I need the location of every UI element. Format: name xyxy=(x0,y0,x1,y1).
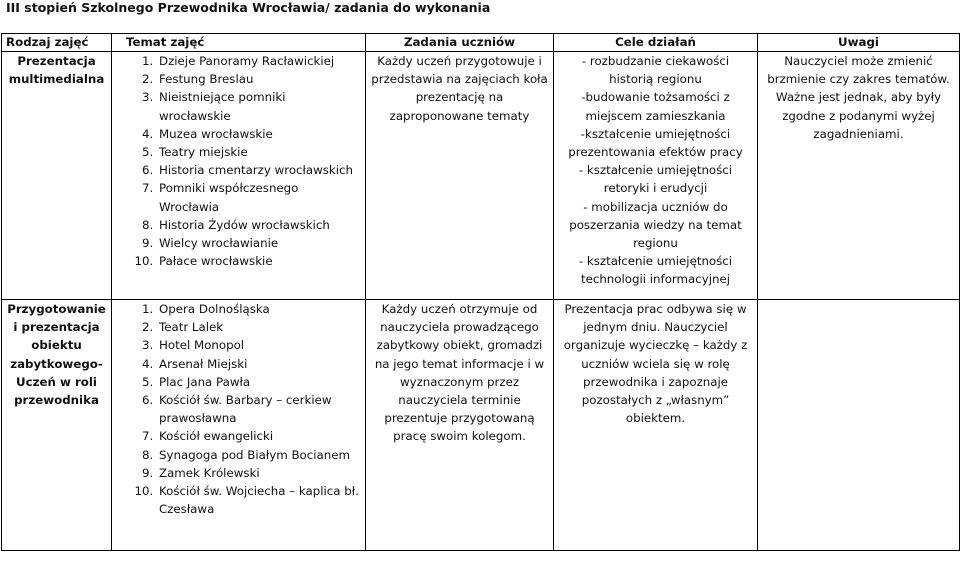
header-type: Rodzaj zajęć xyxy=(2,34,112,52)
topics-list xyxy=(117,300,360,518)
activities-table xyxy=(1,33,960,551)
tasks-text: Każdy uczeń przygotowuje i przedstawia na zajęciach koła prezentację na zaproponowane tematy xyxy=(371,54,548,123)
table-header-row xyxy=(2,34,960,52)
topic-item: 6. Kościół św. Barbary – cerkiew prawosławna xyxy=(157,391,360,427)
tasks-cell xyxy=(366,300,554,551)
goals-text: Prezentacja prac odbywa się w jednym dniu. Nauczyciel organizuje wycieczkę – każdy z uczniów wciela się w rolę przewodnika i zapoznaje pozostałych z „własnym” obiektem. xyxy=(563,302,748,426)
topic-item: 7. Pomniki współczesnego Wrocławia xyxy=(157,179,360,215)
activity-type-line: obiektu xyxy=(31,338,82,353)
activity-type-cell xyxy=(2,300,112,551)
header-notes: Uwagi xyxy=(758,34,960,52)
activity-type-line: Uczeń w roli xyxy=(16,374,97,389)
activity-type-line: Prezentacja xyxy=(17,54,96,68)
goal-item: - rozbudzanie ciekawości historią regionu xyxy=(581,54,730,87)
goal-item: -kształcenie umiejętności prezentowania efektów pracy xyxy=(568,126,743,160)
topic-item: 1. Opera Dolnośląska xyxy=(157,300,360,318)
activity-type-cell xyxy=(2,52,112,300)
topic-item: 8. Synagoga pod Białym Bocianem xyxy=(157,446,360,464)
notes-text: Nauczyciel może zmienić brzmienie czy zakres tematów. Ważne jest jednak, aby były zgodne z podanymi wyżej zagadnieniami. xyxy=(767,54,950,141)
goal-item: - mobilizacja uczniów do poszerzania wiedzy na temat regionu xyxy=(569,199,742,251)
tasks-text: Każdy uczeń otrzymuje od nauczyciela prowadzącego zabytkowy obiekt, gromadzi na jego temat informacje i w wyznaczonym przez nauczyciela terminie prezentuje przygotowaną pracę swoim kolegom. xyxy=(374,302,545,444)
goals-cell xyxy=(554,300,758,551)
header-topic: Temat zajęć xyxy=(112,34,366,52)
document-title: III stopień Szkolnego Przewodnika Wrocławia/ zadania do wykonania xyxy=(6,0,491,15)
notes-cell xyxy=(758,300,960,551)
topic-item: 1. Dzieje Panoramy Racławickiej xyxy=(157,52,360,70)
activity-type-line: zabytkowego- xyxy=(10,356,103,371)
topic-item: 5. Plac Jana Pawła xyxy=(157,373,360,391)
topic-item: 4. Muzea wrocławskie xyxy=(157,125,360,143)
topic-item: 3. Hotel Monopol xyxy=(157,336,360,354)
topics-cell xyxy=(112,52,366,300)
topic-item: 9. Wielcy wrocławianie xyxy=(157,234,360,252)
activity-type-line: multimedialna xyxy=(8,72,105,87)
topic-item: 4. Arsenał Miejski xyxy=(157,355,360,373)
topic-item: 6. Historia cmentarzy wrocławskich xyxy=(157,161,360,179)
table-row xyxy=(2,300,960,551)
goal-item: -budowanie tożsamości z miejscem zamieszkania xyxy=(581,90,730,123)
topic-item: 8. Historia Żydów wrocławskich xyxy=(157,216,360,234)
topic-item: 2. Teatr Lalek xyxy=(157,318,360,336)
topic-item: 5. Teatry miejskie xyxy=(157,143,360,161)
topic-item: 7. Kościół ewangelicki xyxy=(157,427,360,445)
topic-item: 2. Festung Breslau xyxy=(157,70,360,88)
topic-item: 10. Pałace wrocławskie xyxy=(157,252,360,270)
activity-type-line: Przygotowanie xyxy=(7,302,106,316)
notes-cell xyxy=(758,52,960,300)
tasks-cell xyxy=(366,52,554,300)
header-tasks: Zadania uczniów xyxy=(366,34,554,52)
activity-type-line: i prezentacja xyxy=(13,320,100,335)
goal-item: - kształcenie umiejętności technologii informacyjnej xyxy=(578,254,733,287)
topic-item: 3. Nieistniejące pomniki wrocławskie xyxy=(157,88,360,124)
topic-item: 10. Kościół św. Wojciecha – kaplica bł. Czesława xyxy=(157,482,360,518)
goal-item: - kształcenie umiejętności retoryki i erudycji xyxy=(578,163,733,196)
topics-cell xyxy=(112,300,366,551)
header-goals: Cele działań xyxy=(554,34,758,52)
topic-item: 9. Zamek Królewski xyxy=(157,464,360,482)
table-row xyxy=(2,52,960,300)
activity-type-line: przewodnika xyxy=(14,393,99,408)
topics-list xyxy=(117,52,360,270)
goals-cell xyxy=(554,52,758,300)
